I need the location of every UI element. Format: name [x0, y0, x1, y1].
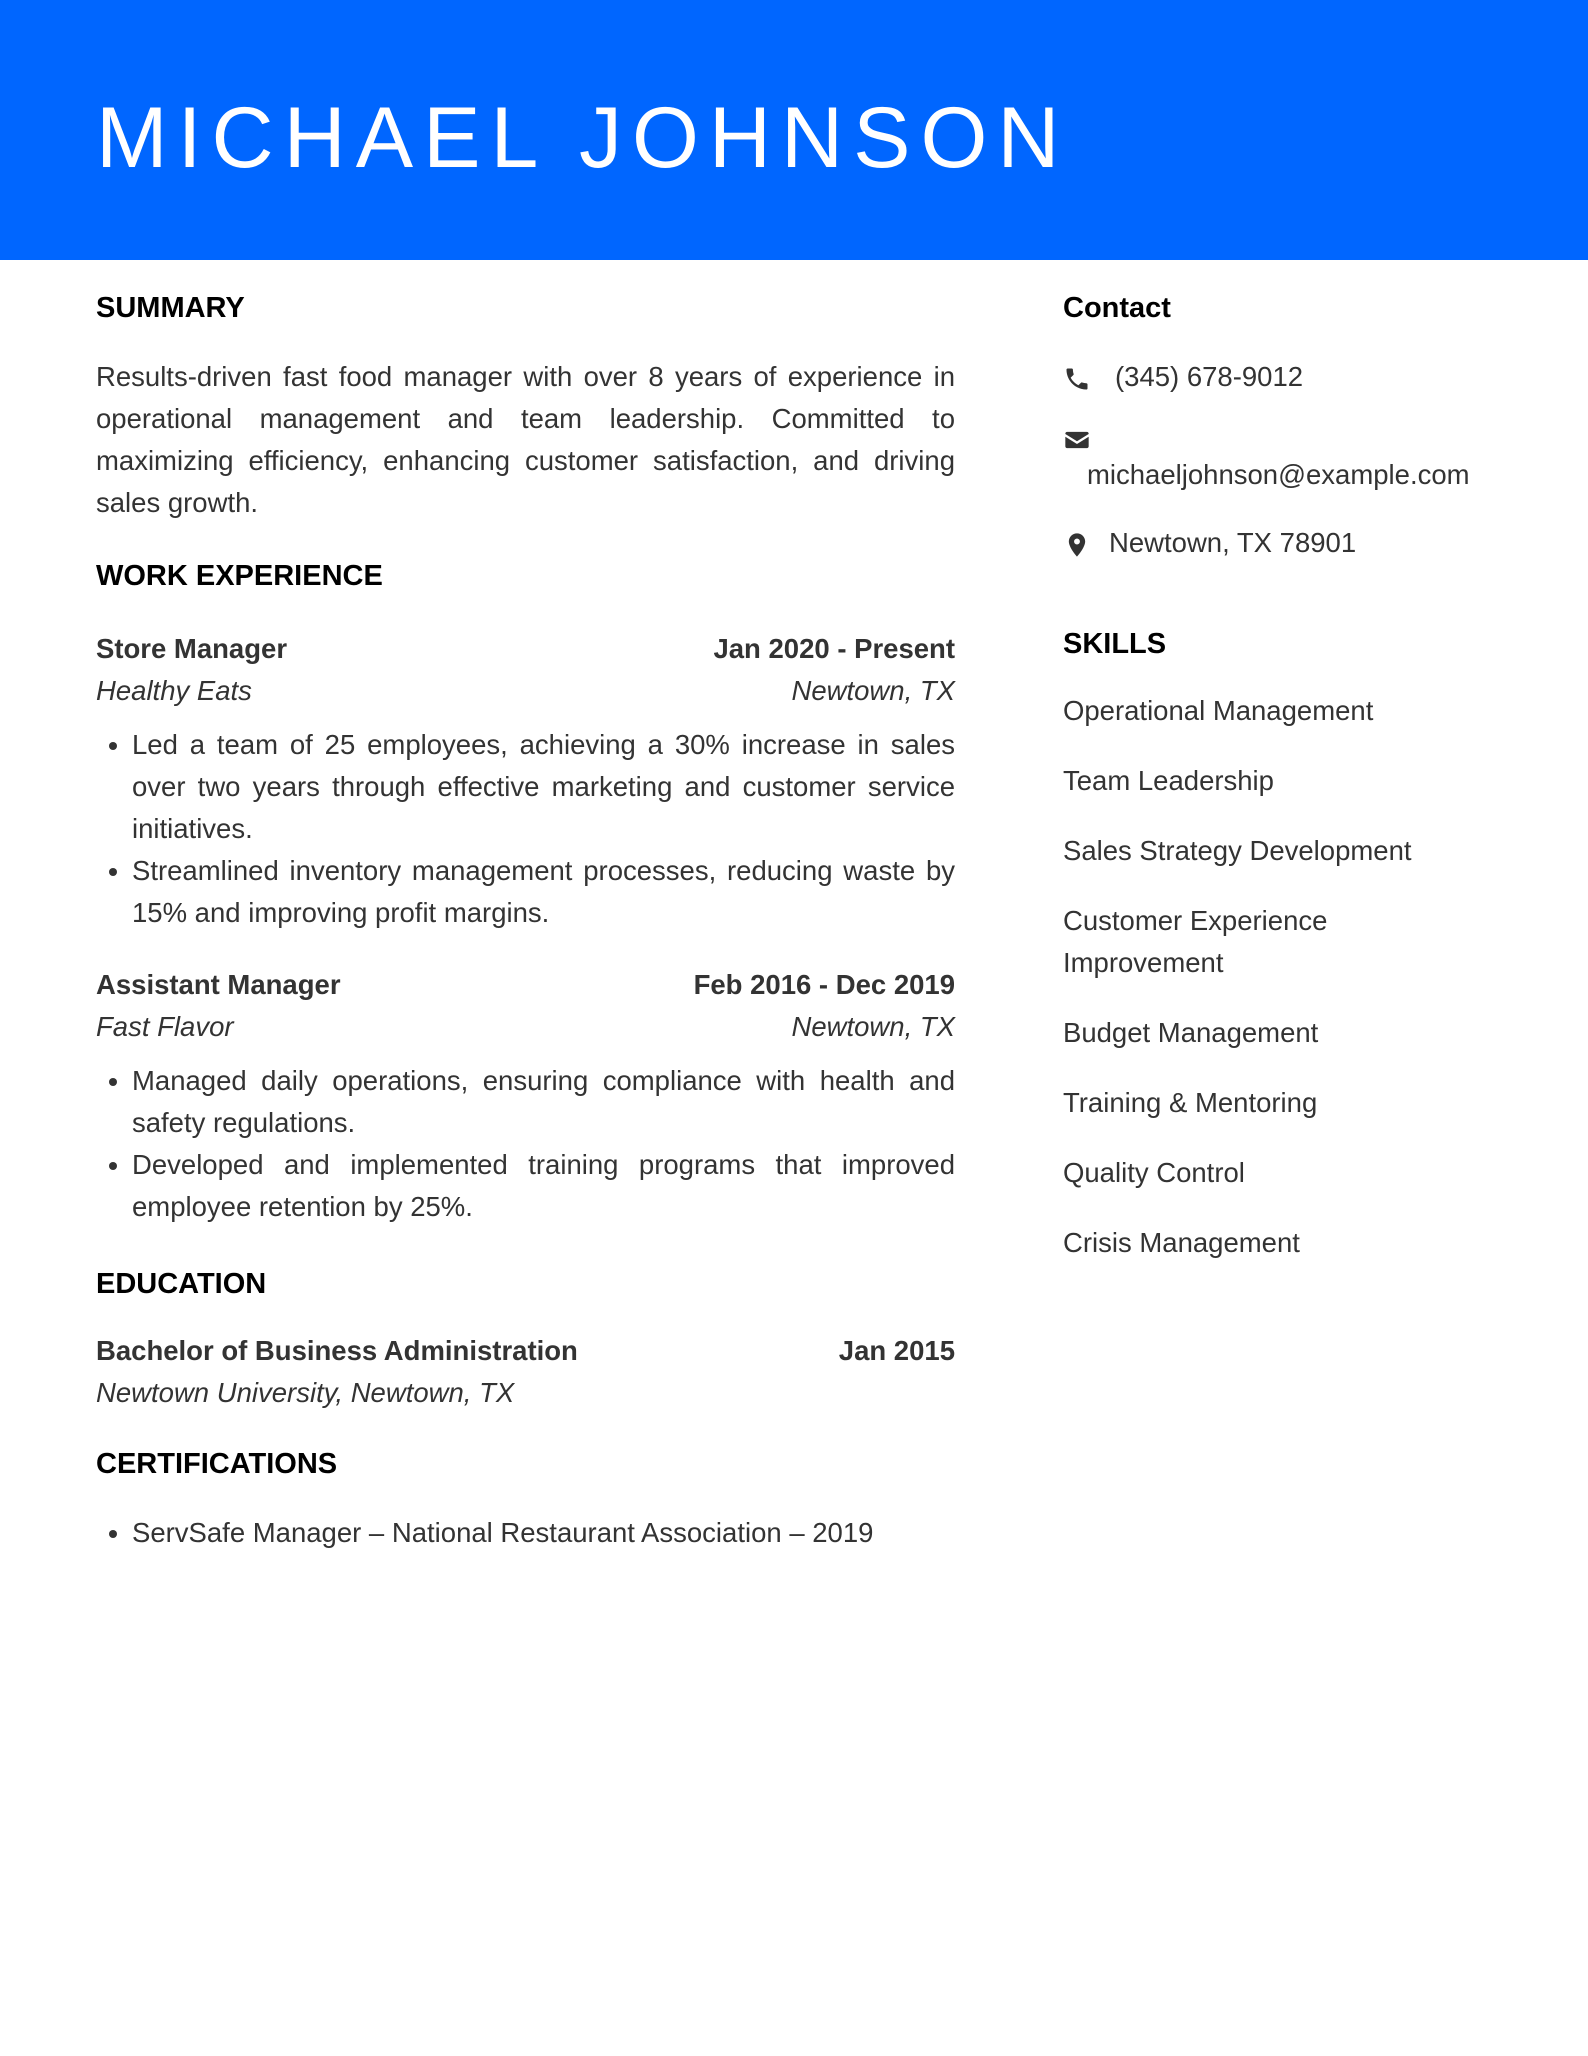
degree: Bachelor of Business Administration — [96, 1335, 578, 1366]
phone-icon — [1063, 363, 1091, 391]
bullet-item: • Streamlined inventory management processes, reducing waste by 15% and improving profit margins. — [132, 850, 955, 934]
job-entry — [96, 628, 955, 934]
skill-item: Training & Mentoring — [1063, 1087, 1318, 1118]
job-title: Assistant Manager — [96, 969, 341, 1000]
bullet-item: • Developed and implemented training programs that improved employee retention by 25%. — [132, 1144, 955, 1228]
skill-item: Customer Experience Improvement — [1063, 905, 1328, 978]
education-entry — [96, 1330, 955, 1414]
job-company: Fast Flavor — [96, 1011, 234, 1042]
summary-text: Results-driven fast food manager with over 8 years of experience in operational management and team leadership. Committed to maximizing efficiency, enhancing customer satisfaction, and driving sales growth. — [96, 361, 955, 518]
work-experience-heading: WORK EXPERIENCE — [96, 560, 383, 592]
graduation-date: Jan 2015 — [838, 1335, 955, 1366]
job-dates: Feb 2016 - Dec 2019 — [693, 969, 955, 1000]
bullet-item: • Led a team of 25 employees, achieving a 30% increase in sales over two years through effective marketing and customer service initiatives. — [132, 724, 955, 850]
certification-item: • ServSafe Manager – National Restaurant Association – 2019 — [132, 1512, 955, 1554]
contact-location — [1063, 522, 1503, 564]
header-banner — [0, 0, 1588, 260]
job-dates: Jan 2020 - Present — [713, 633, 955, 664]
main-column — [96, 290, 955, 1554]
map-pin-icon — [1063, 529, 1091, 557]
certifications-heading: CERTIFICATIONS — [96, 1448, 338, 1480]
contact-heading: Contact — [1063, 292, 1171, 324]
job-company: Healthy Eats — [96, 675, 252, 706]
skill-item: Sales Strategy Development — [1063, 835, 1412, 866]
envelope-icon — [1063, 424, 1091, 452]
job-entry — [96, 964, 955, 1228]
certifications-list — [96, 1512, 955, 1554]
school: Newtown University, Newtown, TX — [96, 1377, 515, 1408]
education-heading: EDUCATION — [96, 1268, 267, 1300]
location-text: Newtown, TX 78901 — [1109, 527, 1357, 558]
job-bullets — [96, 724, 955, 934]
skill-item: Crisis Management — [1063, 1227, 1300, 1258]
bullet-item: • Managed daily operations, ensuring compliance with health and safety regulations. — [132, 1060, 955, 1144]
sidebar-column — [1063, 290, 1503, 1264]
skills-heading: SKILLS — [1063, 628, 1167, 660]
candidate-name: MICHAEL JOHNSON — [96, 90, 1070, 186]
contact-email — [1063, 424, 1503, 496]
email-address[interactable]: michaeljohnson@example.com — [1087, 459, 1470, 490]
skill-item: Operational Management — [1063, 695, 1374, 726]
skill-item: Budget Management — [1063, 1017, 1319, 1048]
skill-item: Team Leadership — [1063, 765, 1274, 796]
phone-number: (345) 678-9012 — [1115, 361, 1304, 392]
job-location: Newtown, TX — [791, 675, 955, 706]
job-title: Store Manager — [96, 633, 288, 664]
contact-phone — [1063, 356, 1503, 398]
skill-item: Quality Control — [1063, 1157, 1245, 1188]
job-location: Newtown, TX — [791, 1011, 955, 1042]
summary-heading: SUMMARY — [96, 292, 245, 324]
skills-list — [1063, 690, 1503, 1264]
job-bullets — [96, 1060, 955, 1228]
